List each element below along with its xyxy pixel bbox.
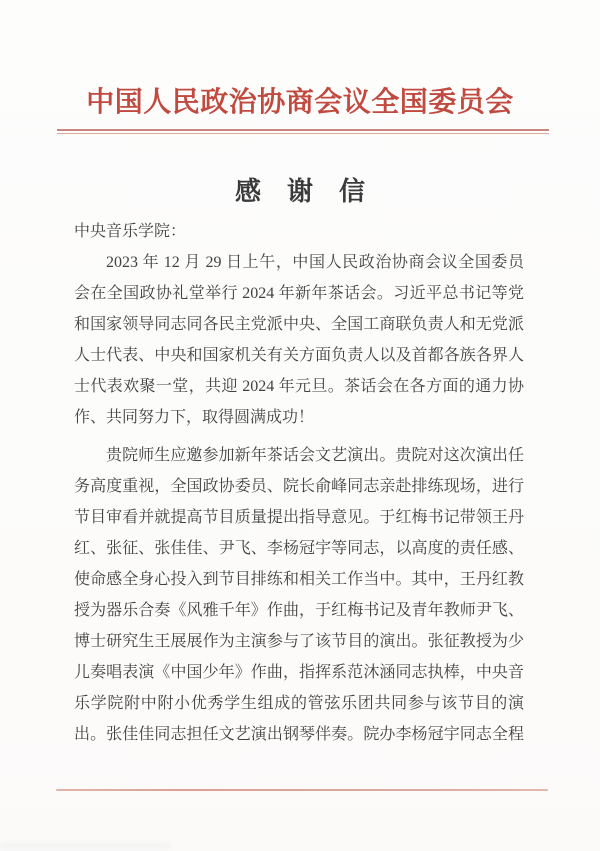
page-bottom-edge-line bbox=[56, 789, 548, 791]
body-line: 士代表欢聚一堂，共迎 2024 年元旦。茶话会在各方面的通力协 bbox=[74, 378, 524, 395]
body-line: 乐学院附中附小优秀学生组成的管弦乐团共同参与该节目的演 bbox=[74, 695, 524, 712]
body-line: 红、张征、张佳佳、尹飞、李杨冠宇等同志，以高度的责任感、 bbox=[74, 540, 524, 557]
salutation: 中央音乐学院： bbox=[74, 223, 187, 240]
body-line: 会在全国政协礼堂举行 2024 年新年茶话会。习近平总书记等党 bbox=[74, 285, 524, 302]
body-line: 和国家领导同志同各民主党派中央、全国工商联负责人和无党派 bbox=[74, 316, 524, 333]
letterhead-org-name: 中国人民政治协商会议全国委员会 bbox=[86, 87, 514, 118]
paragraph-1 bbox=[74, 247, 524, 433]
body-line: 作、共同努力下，取得圆满成功！ bbox=[74, 409, 315, 426]
body-line: 务高度重视，全国政协委员、院长俞峰同志亲赴排练现场，进行 bbox=[74, 478, 524, 495]
body-line: 人士代表、中央和国家机关有关方面负责人以及首都各族各界人 bbox=[74, 347, 524, 364]
body-line: 博士研究生王展展作为主演参与了该节目的演出。张征教授为少 bbox=[74, 633, 524, 650]
body-line: 贵院师生应邀参加新年茶话会文艺演出。贵院对这次演出任 bbox=[106, 447, 524, 464]
body-line: 儿奏唱表演《中国少年》作曲，指挥系范沐涵同志执棒，中央音 bbox=[74, 664, 524, 681]
letter-body bbox=[74, 216, 524, 750]
body-line: 节目审看并就提高节目质量提出指导意见。于红梅书记带领王丹 bbox=[74, 509, 524, 526]
letter-title: 感谢信 bbox=[234, 177, 391, 206]
letterhead-divider-line bbox=[57, 129, 549, 134]
scan-artifact-smudge bbox=[0, 843, 170, 849]
body-line: 使命感全身心投入到节目排练和相关工作当中。其中，王丹红教 bbox=[74, 571, 524, 588]
paragraph-2 bbox=[74, 440, 524, 750]
body-line: 2023 年 12 月 29 日上午，中国人民政治协商会议全国委员 bbox=[106, 254, 524, 271]
body-line: 出。张佳佳同志担任文艺演出钢琴伴奏。院办李杨冠宇同志全程 bbox=[74, 726, 524, 743]
body-line: 授为器乐合奏《风雅千年》作曲，于红梅书记及青年教师尹飞、 bbox=[74, 602, 524, 619]
